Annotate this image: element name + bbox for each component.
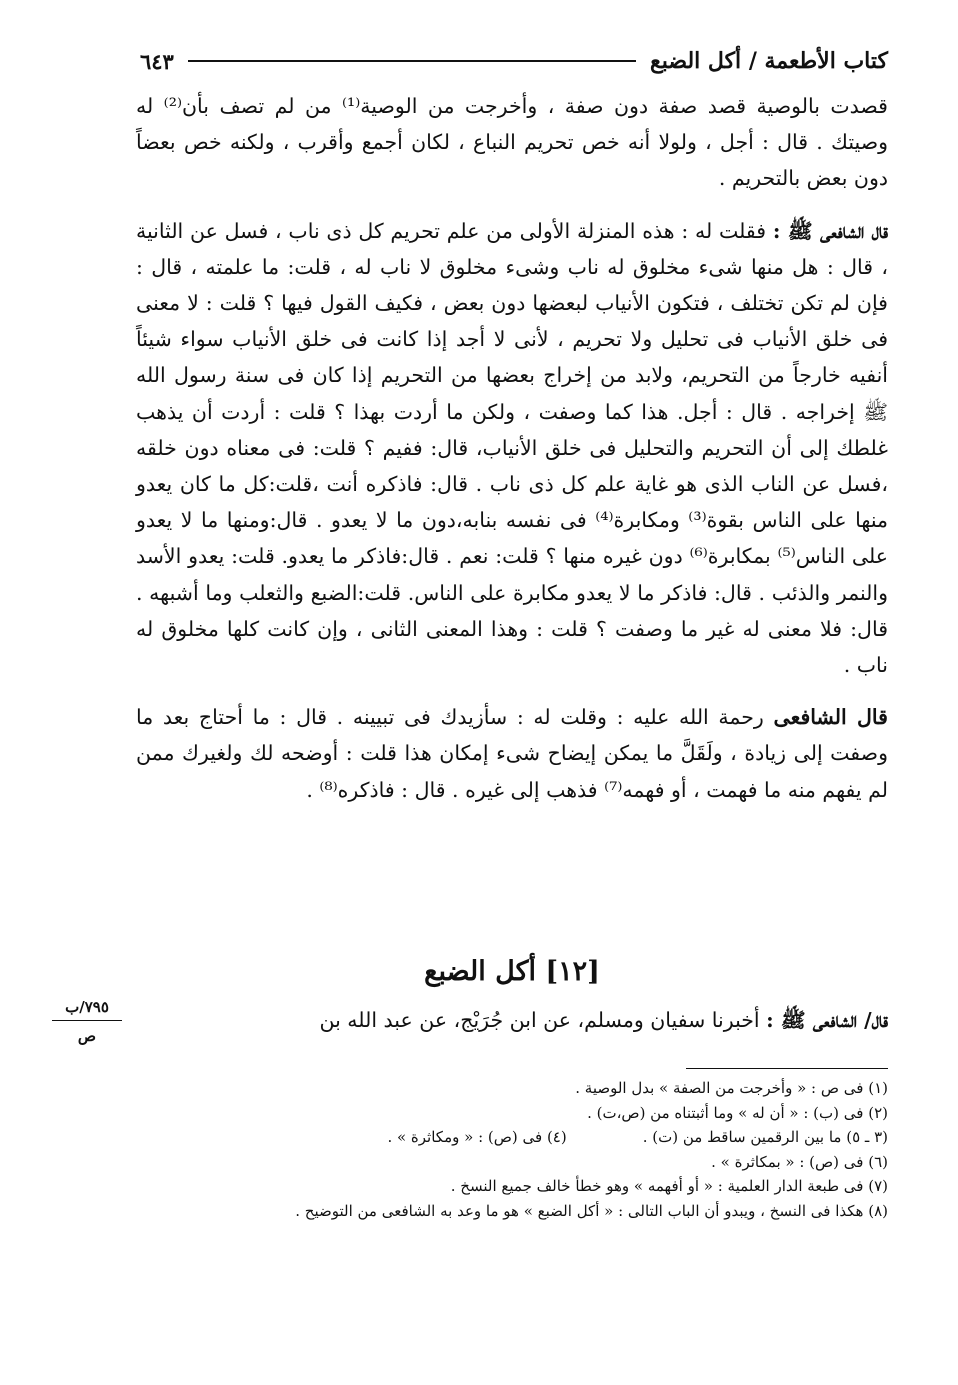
- paragraph-3: [136, 699, 888, 808]
- section-text: أخبرنا سفيان ومسلم، عن ابن جُرَيْج، عن عبد الله بن: [319, 1008, 767, 1032]
- folio-number: ٧٩٥/ب: [52, 998, 122, 1021]
- footnotes: [136, 1076, 888, 1224]
- header-rule: [188, 60, 636, 62]
- footnote-2: (٢) فى (ب) : « أن له » وما أثبتناه من (ص،ت) .: [587, 1103, 888, 1122]
- footnote-1: (١) فى ص : « وأخرجت من الصفة » بدل الوصية .: [575, 1079, 888, 1097]
- header-title: كتاب الأطعمة / أكل الضبع: [650, 48, 888, 74]
- paragraph-lead: قال الشافعى: [773, 705, 888, 730]
- footnote-6: (٦) فى (ص) : « بمكاثرة » .: [711, 1152, 888, 1171]
- footnote-8: (٨) هكذا فى النسخ ، ويبدو أن الباب التالى : « أكل الضبع » هو ما وعد به الشافعى من التوضيح .: [295, 1201, 888, 1220]
- footnote-3-5: (٣ ـ ٥) ما بين الرقمين ساقط من (ت) .: [642, 1128, 888, 1147]
- paragraph-text: قصدت بالوصية قصد صفة دون صفة ، وأخرجت من الوصية⁽¹⁾ من لم تصف بأن⁽²⁾ له وصيتك . قال : أجل ، ولولا أنه خص تحريم النباع ، لكان أجمع وأقرب ، ولكنه خص بعضاً دون بعض بالتحريم .: [136, 94, 888, 191]
- section-heading: [١٢] أكل الضبع: [424, 956, 600, 987]
- footnote-separator: [686, 1068, 888, 1069]
- paragraph-2: [136, 213, 888, 684]
- footnote-row: [136, 1125, 888, 1150]
- paragraph-lead: قال الشافعى ﷺ :: [772, 218, 889, 243]
- section-lead: قال/ الشافعى ﷺ :: [766, 1008, 888, 1032]
- page-number: ٦٤٣: [140, 48, 174, 74]
- manuscript-folio-reference: [52, 998, 122, 1045]
- running-header: [140, 44, 888, 78]
- paragraph-1: [136, 88, 888, 197]
- paragraph-text: رحمة الله عليه : وقلت له : سأزيدك فى تبيينه . قال : ما أحتاج بعد ما وصفت إلى زيادة ، ولَقَلَّ ما يمكن إيضاح شىء إمكان هذا قلت : أوضحه لك ولغيرك ممن لم يفهم منه ما فهمت ، أو فهمه⁽⁷⁾ فذهب إلى غيره . قال : فاذكره⁽⁸⁾ .: [136, 705, 888, 802]
- main-text: [136, 88, 888, 808]
- section-first-line: [136, 1002, 888, 1038]
- paragraph-text: فقلت له : هذه المنزلة الأولى من علم تحريم كل ذى ناب ، فسل عن الثانية ، قال : هل منها شىء مخلوق له ناب وشىء مخلوق لا ناب له ، قلت: ما علمته ، قال : فإن لم تكن تختلف ، فتكون الأنياب لبعضها دون بعض ، فكيف القول فيها ؟ قلت : لا معنى فى خلق الأنياب فى تحليل ولا تحريم ، لأنى لا أجد إذا كانت فى خلق الأنياب سواء شيئاً أنفيه خارجاً من التحريم، ولابد من إخراج بعضها من التحريم إذا كان فى سنة رسول الله ﷺ إخراجه . قال : أجل. هذا كما وصفت ، ولكن ما أردت بهذا ؟ قلت : أردت أن يذهب غلطك إلى أن التحريم والتحليل فى خلق الأنياب، قال: ففيم ؟ قلت: فى معناه دون خلقه ،فسل عن الناب الذى هو غاية علم كل ذى ناب . قال: فاذكره أنت ،قلت:كل ما كان يعدو منها على الناس بقوة⁽³⁾ ومكابرة⁽⁴⁾ فى نفسه بنابه،دون ما لا يعدو . قال:ومنها ما لا يعدو على الناس⁽⁵⁾ بمكابرة⁽⁶⁾ دون غيره منها ؟ قلت: نعم . قال:فاذكر ما يعدو. قلت: يعدو الأسد والنمر والذئب . قال: فاذكر ما لا يعدو مكابرة على الناس. قلت:الضبع والثعلب وما أشبهه . قال: فلا معنى له غير ما وصفت ؟ قلت : وهذا المعنى الثانى ، وإن كانت كلها مخلوق له ناب .: [136, 218, 889, 678]
- folio-siglum: ص: [77, 1027, 97, 1045]
- footnote-4: (٤) فى (ص) : « ومكاثرة » .: [387, 1128, 567, 1147]
- footnote-7: (٧) فى طبعة الدار العلمية : « أو أفهمه » وهو خطأ خالف جميع النسخ .: [450, 1177, 888, 1196]
